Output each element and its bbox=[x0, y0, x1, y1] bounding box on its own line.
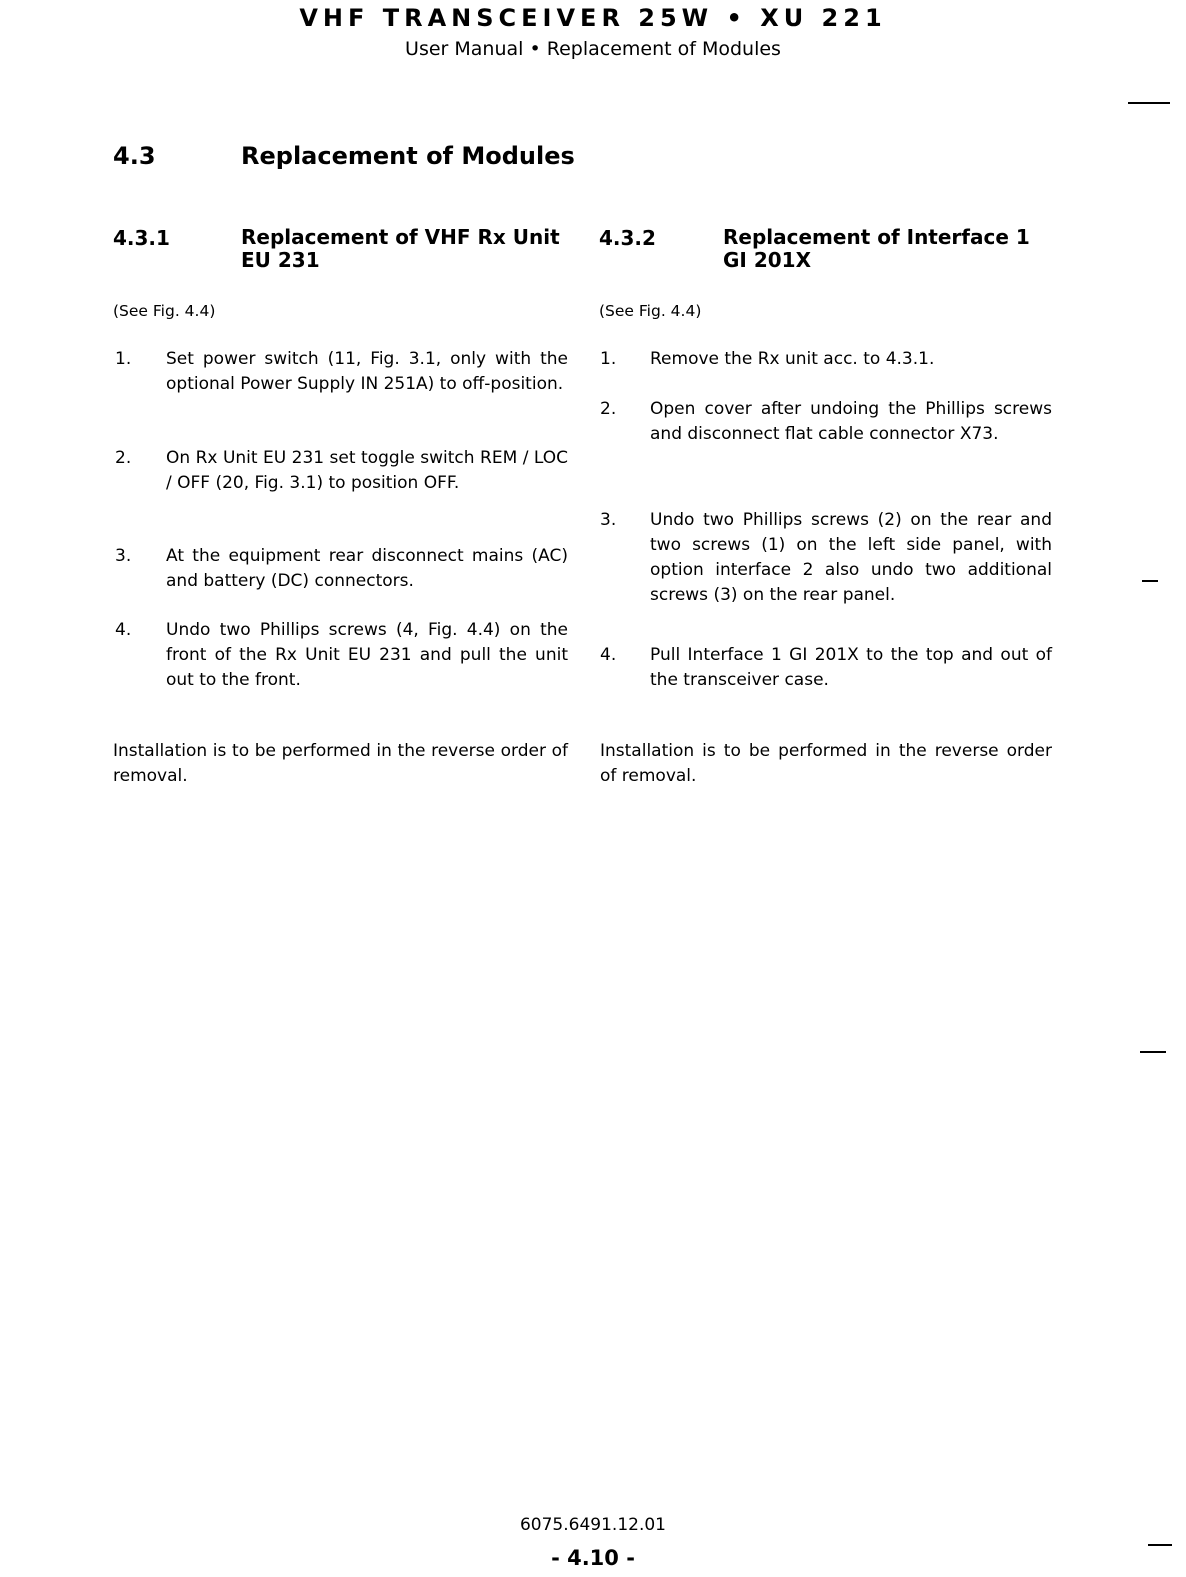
figure-reference-left: (See Fig. 4.4) bbox=[113, 302, 216, 320]
step-text: On Rx Unit EU 231 set toggle switch REM / LOC / OFF (20, Fig. 3.1) to position OFF. bbox=[166, 448, 568, 493]
margin-mark bbox=[1140, 1051, 1166, 1053]
step-number: 2. bbox=[600, 399, 617, 419]
subsection-title-right-line1: Replacement of Interface 1 bbox=[723, 225, 1030, 249]
subsection-title-left bbox=[241, 226, 581, 272]
installation-note-left: Installation is to be performed in the reverse order of removal. bbox=[113, 741, 568, 786]
document-title: VHF TRANSCEIVER 25W • XU 221 bbox=[299, 4, 887, 32]
installation-note-right: Installation is to be performed in the reverse order of removal. bbox=[600, 741, 1052, 786]
step-number: 4. bbox=[600, 645, 617, 665]
subsection-title-left-line1: Replacement of VHF Rx Unit bbox=[241, 225, 560, 249]
step-number: 1. bbox=[600, 349, 617, 369]
page-number: - 4.10 - bbox=[551, 1546, 635, 1570]
subsection-title-left-line2: EU 231 bbox=[241, 248, 320, 272]
subsection-title-right-line2: GI 201X bbox=[723, 248, 811, 272]
margin-mark bbox=[1128, 102, 1170, 104]
subsection-number-right: 4.3.2 bbox=[599, 226, 656, 250]
section-number: 4.3 bbox=[113, 142, 156, 170]
subsection-number-left: 4.3.1 bbox=[113, 226, 170, 250]
step-text: Open cover after undoing the Phillips screws and disconnect flat cable connector X73. bbox=[650, 399, 1052, 444]
figure-reference-right: (See Fig. 4.4) bbox=[599, 302, 702, 320]
step-text: Remove the Rx unit acc. to 4.3.1. bbox=[650, 349, 935, 369]
step-number: 3. bbox=[115, 546, 132, 566]
step-text: Pull Interface 1 GI 201X to the top and out of the transceiver case. bbox=[650, 645, 1052, 690]
margin-mark bbox=[1142, 580, 1158, 582]
document-subtitle: User Manual • Replacement of Modules bbox=[405, 38, 781, 60]
step-number: 1. bbox=[115, 349, 132, 369]
subsection-title-right bbox=[723, 226, 1063, 272]
step-text: Set power switch (11, Fig. 3.1, only with the optional Power Supply IN 251A) to off-position. bbox=[166, 349, 568, 394]
step-text: Undo two Phillips screws (2) on the rear and two screws (1) on the left side panel, with option interface 2 also undo two additional screws (3) on the rear panel. bbox=[650, 510, 1052, 605]
step-number: 2. bbox=[115, 448, 132, 468]
section-title: Replacement of Modules bbox=[241, 142, 575, 170]
document-code: 6075.6491.12.01 bbox=[519, 1515, 666, 1535]
step-text: Undo two Phillips screws (4, Fig. 4.4) on the front of the Rx Unit EU 231 and pull the unit out to the front. bbox=[166, 620, 568, 690]
step-number: 3. bbox=[600, 510, 617, 530]
step-text: At the equipment rear disconnect mains (AC) and battery (DC) connectors. bbox=[166, 546, 568, 591]
step-number: 4. bbox=[115, 620, 132, 640]
